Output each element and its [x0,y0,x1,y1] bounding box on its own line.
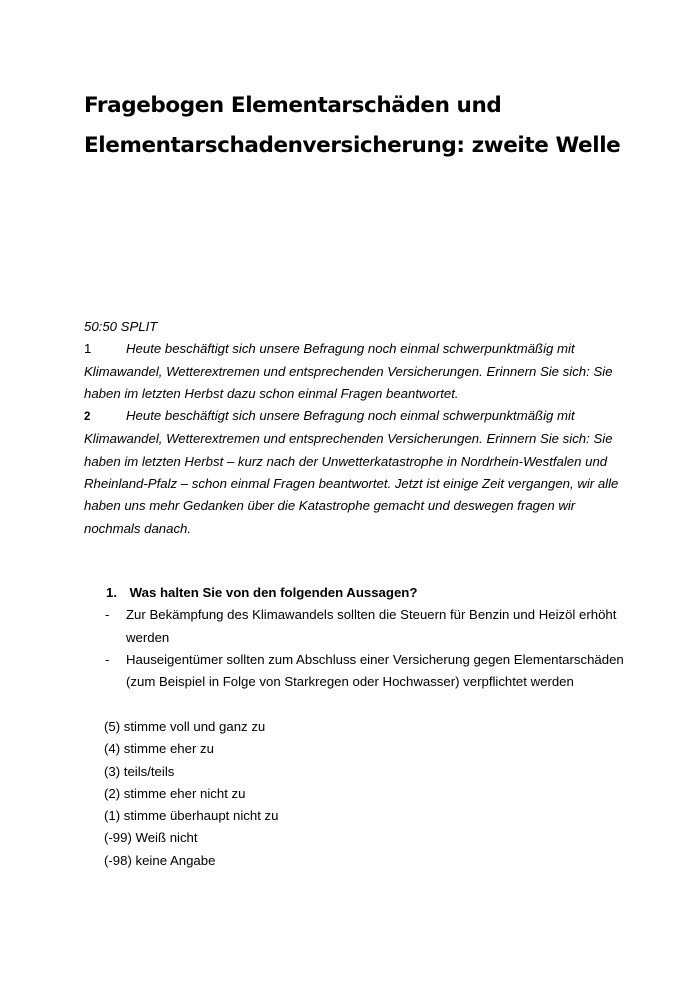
intro-variant-1-text: Heute beschäftigt sich unsere Befragung noch einmal schwerpunktmäßig mit Klimawandel, Wetterextremen und entsprechenden Versicherungen. Erinnern Sie sich: Sie haben im letzten Herbst dazu schon einmal Fragen beantwortet. [84,341,613,401]
statement-text: Hauseigentümer sollten zum Abschluss einer Versicherung gegen Elementarschäden (zum Beispiel in Folge von Starkregen oder Hochwasser) verpflichtet werden [126,651,624,690]
answer-option: (5) stimme voll und ganz zu [104,719,266,734]
document-title-line-2: Elementarschadenversicherung: zweite Welle [84,133,621,158]
split-label: 50:50 SPLIT [84,319,158,334]
question-1-title [84,582,644,604]
answer-option: (-98) keine Angabe [104,852,216,868]
intro-variant-2-text: Heute beschäftigt sich unsere Befragung noch einmal schwerpunktmäßig mit Klimawandel, Wetterextremen und entsprechenden Versicherungen. Erinnern Sie sich: Sie haben im letzten Herbst – kurz nach der Unwetterkatastrophe in Nordrhein-Westfalen und Rheinland-Pfalz – schon einmal Fragen beantwortet. Jetzt ist einige Zeit vergangen, wir alle haben uns mehr Gedanken über die Katastrophe gemacht und deswegen fragen wir nochmals danach. [84,408,619,536]
statement-bullet: - [105,651,110,667]
answer-option: (1) stimme überhaupt nicht zu [104,808,279,824]
question-1-number: 1. [106,585,117,600]
document-title-line-1: Fragebogen Elementarschäden und [84,93,502,118]
intro-section [84,316,624,540]
intro-variant-2 [84,405,624,540]
intro-variant-2-number: 2 [84,411,91,424]
statement-item [84,604,644,649]
statement-item [84,649,644,694]
intro-variant-1 [84,338,624,405]
question-1 [84,582,644,693]
answer-scale [104,716,278,872]
document-title [84,86,664,166]
answer-option: (2) stimme eher nicht zu [104,785,246,801]
statement-bullet: - [105,607,110,623]
answer-option: (4) stimme eher zu [104,741,214,757]
statement-list [84,604,644,693]
intro-variant-1-number: 1 [84,341,92,357]
question-1-text: Was halten Sie von den folgenden Aussagen? [129,585,418,600]
answer-option: (-99) Weiß nicht [104,830,198,846]
statement-text: Zur Bekämpfung des Klimawandels sollten die Steuern für Benzin und Heizöl erhöht werden [126,607,617,645]
answer-option: (3) teils/teils [104,763,175,779]
